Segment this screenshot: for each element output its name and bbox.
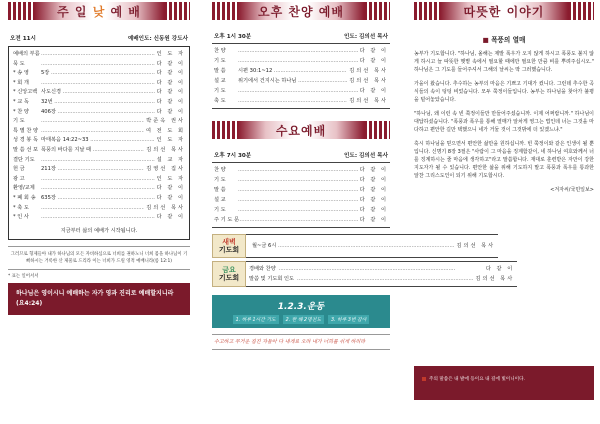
sunday-service-column: [8, 0, 190, 424]
row-detail: [41, 60, 155, 70]
row-person: 박준옥 권사: [146, 118, 185, 125]
standing-footnote: * 표는 일어서서: [8, 273, 39, 279]
article-source: <겨자씨/국민일보>: [550, 187, 594, 193]
movement-item: 2. 한 해 2명전도: [283, 315, 324, 324]
wednesday-order-of-service: [212, 162, 390, 228]
row-label: 성 경 봉 독: [13, 137, 38, 144]
row-detail: 406장 .....: [41, 108, 155, 118]
afternoon-time: 오후 1시 30분: [214, 34, 252, 40]
row-label: 말 씀 선 포: [13, 146, 38, 153]
row-person: 인 도 자: [156, 51, 185, 57]
article-paragraph: "하나님, 왜 이런 속 빈 쭉정이들만 만들어주셨습니까. 이제 어쩌랍니까." 하나님이 대답하셨습니다. "폭풍과 폭우를 통해 열매가 알차게 영그는 법인데 너는 그것을 마다하고 편안한 길만 택했으니 네가 거둘 것이 그것밖에 더 있겠느냐.": [414, 111, 594, 133]
row-detail: [41, 184, 155, 194]
afternoon-order-of-service: [212, 43, 390, 109]
movement-items: [216, 315, 386, 324]
row-detail: 5장 .....: [41, 69, 155, 79]
row-label: 축 도: [214, 98, 226, 104]
movement-item: 1. 하루 1시간 기도: [233, 315, 279, 324]
order-row: [13, 117, 185, 127]
order-row: [214, 46, 388, 56]
row-detail: [41, 204, 144, 214]
article-paragraph: 농부가 기도합니다. "하나님, 올해는 제발 폭우가 오지 않게 하시고 폭풍도 불지 않게 하시고 늘 따뜻한 햇볕 속에서 필요할 때에만 필요한 만큼 비를 뿌려주십시오." 하나님은 그 기도를 들어주셔서 그해의 날씨는 딱 그러했습니다.: [414, 51, 594, 73]
order-row: [214, 165, 388, 175]
row-person: 다 같 이: [485, 266, 515, 272]
order-row: [214, 76, 388, 86]
row-detail: 시편 30:1~12 .....: [238, 66, 347, 76]
row-detail: [41, 127, 144, 137]
afternoon-leader: 인도: 김의선 목사: [344, 34, 388, 40]
article-body: [414, 50, 594, 180]
order-row: [214, 96, 388, 106]
row-label: * 폐 회 송: [13, 194, 36, 201]
row-detail: [238, 56, 358, 66]
row-person: 김의선 목사: [146, 204, 185, 211]
row-detail: [238, 175, 358, 185]
dawn-prayer-label: 새벽 기도회: [212, 234, 246, 258]
row-label: 경배와 찬양: [249, 266, 276, 272]
row-person: 다 같 이: [156, 108, 185, 115]
order-row: [13, 204, 185, 214]
sunday-service-time: 오전 11시: [10, 36, 36, 42]
john-verse-box: 하나님은 영이시니 예배하는 자가 영과 진리로 예배할지니라 (요4:24): [8, 283, 190, 315]
row-label: 찬 양: [214, 167, 226, 173]
row-person: 다 같 이: [156, 194, 185, 201]
friday-prayer-label: 금요 기도회: [212, 261, 246, 287]
rest-verse-quote: 수고하고 무거운 짐진 자들아 다 내게로 오라 내가 너희를 쉬게 하리라: [212, 334, 390, 350]
order-row: [214, 56, 388, 66]
sunday-order-of-service: [8, 46, 190, 240]
row-person: 김영선 집사: [146, 166, 185, 173]
row-detail: [238, 205, 358, 215]
order-row: [13, 146, 185, 156]
wednesday-service-banner: [212, 119, 390, 141]
row-label: * 교 독: [13, 98, 29, 105]
row-detail: [41, 50, 155, 60]
row-detail: 위기에서 건지시는 하나님 .....: [238, 76, 347, 86]
row-person: 다 같 이: [359, 207, 388, 213]
row-person: 다 같 이: [156, 89, 185, 96]
row-person: 다 같 이: [359, 217, 388, 223]
row-detail: 211장 .....: [41, 165, 144, 175]
sunday-service-title: 주 일 낮 예 배: [57, 4, 141, 19]
row-person: 김의선 목사: [456, 243, 496, 249]
row-person: 김의선 목사: [475, 276, 515, 282]
article-paragraph: 가을이 왔습니다. 추수하는 농부의 마음은 기쁘고 기대가 컸니다. 그런데 추수한 곡식들의 속이 텅텅 비었습니다. 모두 쭉정이들입니다. 농부는 하나님을 찾아가 불평을 털어놓았습니다.: [414, 81, 594, 103]
order-row: [13, 108, 185, 118]
wednesday-time: 오후 7시 30분: [214, 153, 252, 159]
row-detail: [41, 117, 144, 127]
row-label: 결단 기도: [13, 156, 35, 163]
article-title: ■ 폭풍의 열매: [482, 36, 526, 44]
row-detail: [238, 46, 358, 56]
row-label: * 찬 양: [13, 108, 29, 115]
wednesday-service-header: [212, 151, 390, 159]
movement-title: 1.2.3.운동: [277, 302, 325, 312]
order-row: [13, 194, 185, 204]
row-person: 다 같 이: [359, 48, 388, 54]
order-row: [13, 50, 185, 60]
row-label: 설 교: [214, 78, 226, 84]
row-person: 김의선 목사: [146, 146, 185, 153]
afternoon-service-title: 오후 찬양 예배: [258, 4, 344, 19]
row-label: * 회 개: [13, 79, 29, 86]
sunday-service-banner: [8, 0, 190, 22]
row-label: * 신앙고백: [13, 89, 38, 96]
order-row: [13, 175, 185, 185]
order-row: [214, 215, 388, 225]
row-detail: [41, 79, 155, 89]
row-person: 인 도 자: [156, 137, 185, 144]
order-row: [13, 88, 185, 98]
row-label: 예배의 부름: [13, 51, 40, 57]
romans-verse-notice: 그러므로 형제들아 내가 하나님의 모든 자비하심으로 너희를 권하노니 너희 몸을 하나님이 기뻐하시는 거룩한 산 제물로 드리라 이는 너희가 드릴 영적 예배니라(롬 12:1): [8, 246, 190, 270]
row-person: 다 같 이: [359, 187, 388, 193]
wednesday-service-title: 수요예배: [275, 123, 327, 138]
row-person: 다 같 이: [359, 58, 388, 64]
row-label: 주 기 도 문: [214, 217, 239, 223]
one-two-three-movement-box: [212, 295, 390, 328]
row-person: 여 전 도 회: [146, 127, 185, 134]
row-person: 다 같 이: [359, 197, 388, 203]
row-label: 말씀 및 기도회 인도: [249, 276, 295, 282]
row-person: 김의선 목사: [349, 98, 388, 104]
row-label: 기 도: [214, 58, 226, 64]
row-detail: [238, 86, 358, 96]
row-person: 다 같 이: [156, 60, 185, 67]
row-detail: 폭풍의 바다를 지날 때 .....: [41, 146, 144, 156]
order-row: [13, 165, 185, 175]
row-person: 다 같 이: [359, 167, 388, 173]
row-person: 다 같 이: [359, 177, 388, 183]
order-row: [13, 60, 185, 70]
row-label: 말 씀: [214, 68, 226, 74]
psalm-verse-banner: 주의 말씀은 내 발에 등이요 내 길에 빛이니이다.: [414, 366, 594, 400]
row-label: 말 씀: [214, 187, 226, 193]
row-label: 환영/교제: [13, 185, 35, 192]
order-row: [13, 98, 185, 108]
row-label: 찬 양: [214, 48, 226, 54]
row-label: 특 별 찬 양: [13, 127, 38, 134]
warm-story-title: 따뜻한 이야기: [463, 4, 545, 19]
warm-story-banner: [414, 0, 594, 22]
afternoon-service-banner: [212, 0, 390, 22]
order-row: [214, 175, 388, 185]
warm-story-column: [414, 0, 594, 424]
row-detail: [41, 175, 155, 185]
row-label: 헌 금: [13, 166, 25, 173]
prayer-meetings: [212, 234, 515, 287]
row-person: 다 같 이: [156, 70, 185, 77]
row-detail: 마태복음 14:22~33 .....: [41, 136, 155, 146]
square-icon: [422, 377, 426, 381]
sunday-service-leader: 예배인도: 신동원 강도사: [127, 36, 188, 42]
afternoon-service-header: [212, 32, 390, 40]
order-row: [13, 184, 185, 194]
order-row: [214, 185, 388, 195]
row-detail: [41, 213, 155, 223]
row-detail: [238, 215, 358, 225]
bullet-icon: ■: [482, 36, 489, 44]
row-label: 묵 도: [13, 60, 25, 67]
row-detail: [238, 195, 358, 205]
order-row: [13, 213, 185, 223]
row-person: 다 같 이: [156, 214, 185, 221]
row-label: 설 교: [214, 197, 226, 203]
row-label: 기 도: [214, 207, 226, 213]
order-row: [214, 86, 388, 96]
article-paragraph: 혹시 하나님을 믿으면서 편안한 삶만을 원하십니까. 빈 쭉정이와 같은 인생이 될 뿐입니다. 신명기 8장 3절은 "사람이 그 마음을 징계함같이, 네 하나님 여호와께서 너를 징계하시는 줄 마음에 생각하고"라고 말씀합니다. 재대로 훈련받은 자만이 강한 지도자가 될 수 있습니다. 편안한 삶을 위해 기도하지 말고 폭풍과 폭우를 통과한 알찬 그리스도인이 되기 위해 기도합시다.: [414, 141, 594, 179]
closing-line: 지금부터 삶의 예배가 시작됩니다.: [60, 227, 138, 234]
row-person: 다 같 이: [156, 79, 185, 86]
row-detail: 32번 .....: [41, 98, 155, 108]
row-detail: 월~금 6시 .....: [252, 241, 454, 251]
dawn-prayer-row: [212, 234, 496, 258]
row-label: 광 고: [13, 175, 25, 182]
order-row: [214, 205, 388, 215]
row-label: * 인 사: [13, 214, 29, 221]
order-row: [13, 79, 185, 89]
order-row: [13, 127, 185, 137]
order-row: [13, 69, 185, 79]
row-detail: [41, 156, 155, 166]
row-detail: 사도신경 .....: [41, 88, 155, 98]
wednesday-leader: 인도: 김의선 목사: [344, 153, 388, 159]
order-row: [13, 156, 185, 166]
order-row: [214, 195, 388, 205]
row-detail: [238, 185, 358, 195]
row-label: 기 도: [214, 88, 226, 94]
row-detail: 635장 .....: [41, 194, 155, 204]
row-label: 기 도: [214, 177, 226, 183]
row-person: 다 같 이: [156, 98, 185, 105]
friday-prayer-row: [212, 261, 515, 287]
row-person: 다 같 이: [156, 185, 185, 192]
row-person: 설 교 자: [156, 156, 185, 163]
row-label: * 송 영: [13, 70, 29, 77]
row-person: 인 도 자: [156, 175, 185, 182]
row-label: * 축 도: [13, 204, 29, 211]
row-label: 기 도: [13, 118, 25, 125]
row-detail: [238, 165, 358, 175]
row-detail: [238, 96, 347, 106]
row-person: 김의선 목사: [349, 78, 388, 84]
sunday-service-header: [8, 34, 190, 42]
order-row: [214, 66, 388, 76]
movement-item: 3. 하루 3번 감사: [328, 315, 369, 324]
order-row: [13, 136, 185, 146]
row-person: 김의선 목사: [349, 68, 388, 74]
row-person: 다 같 이: [359, 88, 388, 94]
